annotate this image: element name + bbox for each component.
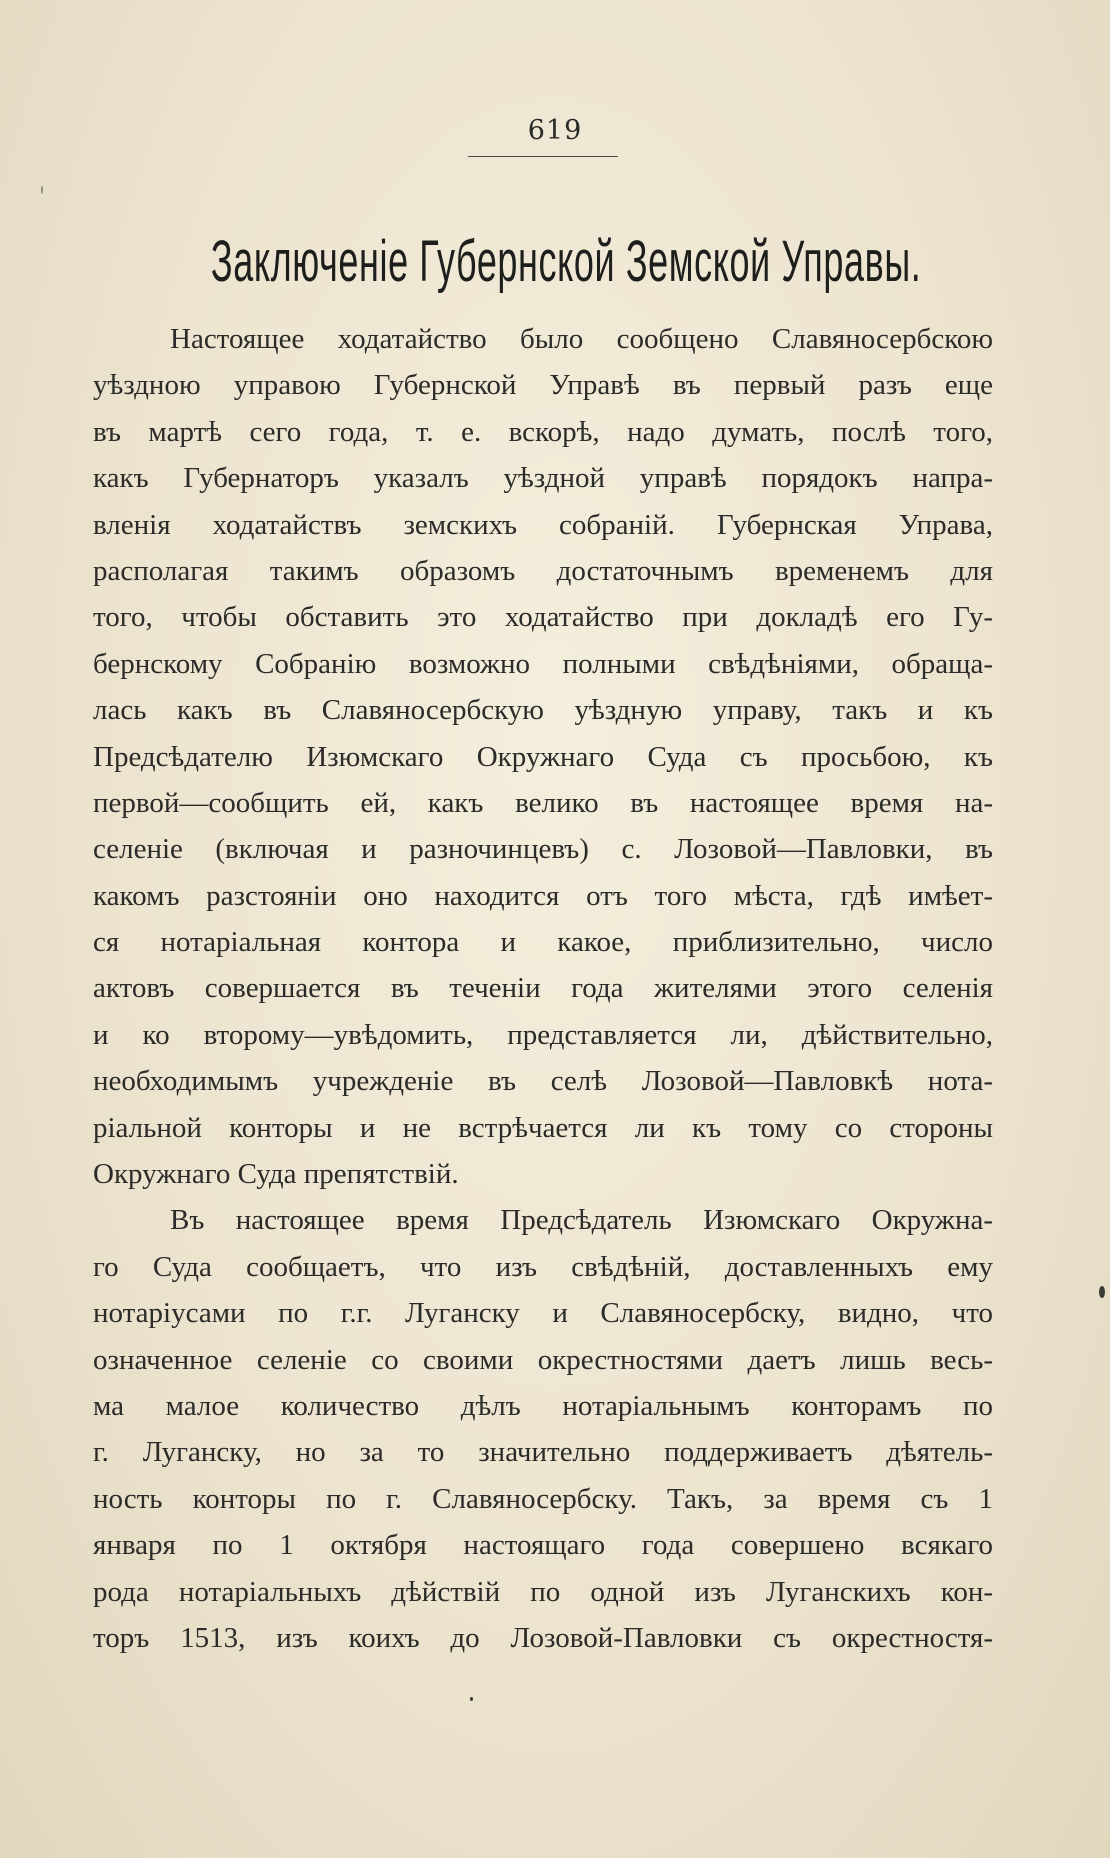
text-line: торъ 1513, изъ коихъ до Лозовой-Павловки съ окрестностя- — [93, 1621, 993, 1654]
page-number: 619 — [527, 115, 583, 146]
text-line: и ко второму—увѣдомить, представляется ли, дѣйствительно, — [93, 1018, 993, 1051]
text-line: ріальной конторы и не встрѣчается ли къ тому со стороны — [93, 1111, 993, 1144]
text-line: рода нотаріальныхъ дѣйствій по одной изъ Луганскихъ кон- — [93, 1575, 993, 1608]
text-line: ся нотаріальная контора и какое, приблизительно, число — [93, 926, 993, 959]
text-line: въ мартѣ сего года, т. е. вскорѣ, надо думать, послѣ того, — [93, 415, 993, 448]
text-line: января по 1 октября настоящаго года совершено всякаго — [93, 1529, 993, 1562]
body-text — [93, 316, 993, 1661]
text-line: г. Луганску, но за то значительно поддерживаетъ дѣятель- — [93, 1436, 993, 1469]
text-line: селеніе (включая и разночинцевъ) с. Лозовой—Павловки, въ — [93, 833, 993, 866]
text-line: бернскому Собранію возможно полными свѣдѣніями, обраща- — [93, 647, 993, 680]
text-line: какъ Губернаторъ указалъ уѣздной управѣ порядокъ напра- — [93, 462, 993, 495]
text-line: ма малое количество дѣлъ нотаріальнымъ конторамъ по — [93, 1389, 993, 1422]
text-line: нотаріусами по г.г. Луганску и Славяносербску, видно, что — [93, 1297, 993, 1330]
text-line: первой—сообщить ей, какъ велико въ настоящее время на- — [93, 786, 993, 819]
section-heading: Заключеніе Губернской Земской Управы. — [210, 229, 922, 294]
text-line: Въ настоящее время Предсѣдатель Изюмскаго Окружна- — [170, 1204, 993, 1237]
text-line: Окружнаго Суда препятствій. — [93, 1158, 459, 1191]
text-line: того, чтобы обставить это ходатайство при докладѣ его Гу- — [93, 601, 993, 634]
text-line: лась какъ въ Славяносербскую уѣздную управу, такъ и къ — [93, 694, 993, 727]
page-number-rule — [468, 156, 618, 157]
text-line: располагая такимъ образомъ достаточнымъ временемъ для — [93, 554, 993, 587]
ink-speck — [470, 1697, 473, 1701]
text-line: Настоящее ходатайство было сообщено Славяносербскою — [170, 323, 993, 355]
ink-speck — [41, 186, 43, 194]
text-line: ность конторы по г. Славяносербску. Такъ, за время съ 1 — [93, 1482, 993, 1515]
text-line: вленія ходатайствъ земскихъ собраній. Губернская Управа, — [93, 508, 993, 541]
text-line: уѣздною управою Губернской Управѣ въ первый разъ еще — [93, 369, 993, 402]
text-line: означенное селеніе со своими окрестностями даетъ лишь весь- — [93, 1343, 993, 1376]
text-line: Предсѣдателю Изюмскаго Окружнаго Суда съ просьбою, къ — [93, 740, 993, 773]
text-line: актовъ совершается въ теченіи года жителями этого селенія — [93, 972, 993, 1005]
text-line: какомъ разстояніи оно находится отъ того мѣста, гдѣ имѣет- — [93, 879, 993, 912]
ink-speck — [1099, 1286, 1105, 1298]
text-line: необходимымъ учрежденіе въ селѣ Лозовой—Павловкѣ нота- — [93, 1065, 993, 1098]
text-line: го Суда сообщаетъ, что изъ свѣдѣній, доставленныхъ ему — [93, 1250, 993, 1283]
